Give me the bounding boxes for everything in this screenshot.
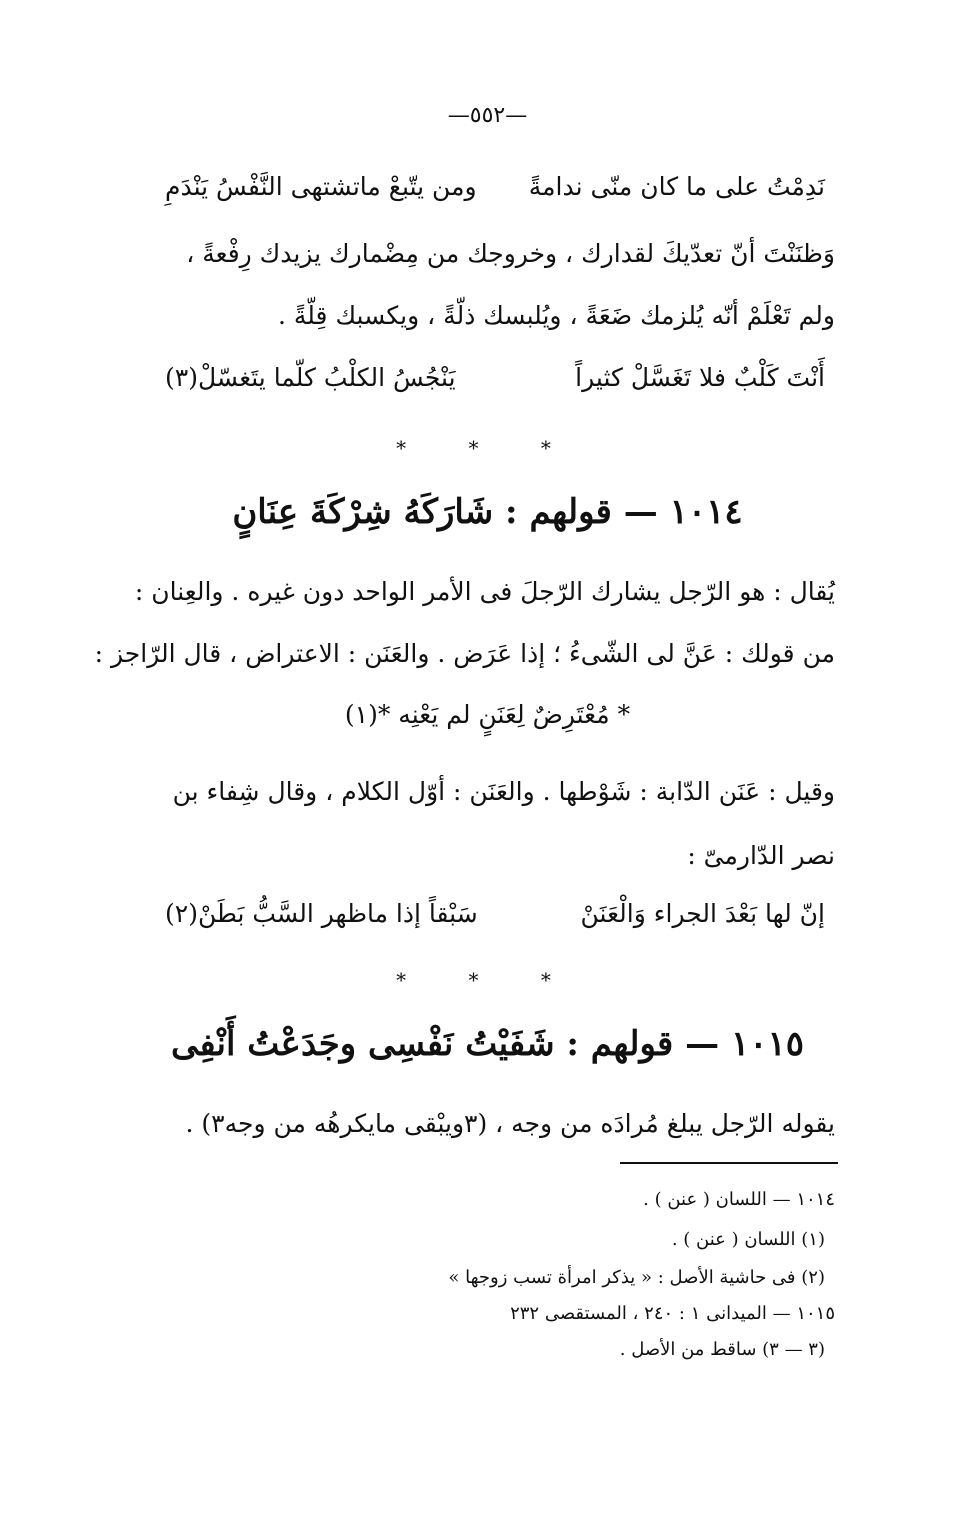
section-heading-1014: ١٠١٤ — قولهم : شَارَكَهُ شِرْكَةَ عِنَانٍ: [232, 492, 743, 532]
footnote: ١٠١٤ — اللسان ( عنن ) .: [643, 1189, 835, 1210]
verse-hemistich-first: أَنْتَ كَلْبٌ فلا تَغَسَّلْ كثيراً: [575, 363, 825, 392]
footnote: ١٠١٥ — الميدانى ١ : ٢٤٠ ، المستقصى ٢٣٢: [510, 1303, 835, 1324]
prose-line: ولم تَعْلَمْ أنّه يُلزمك ضَعَةً ، ويُلبسك ذلّةً ، ويكسبك قِلّةً .: [277, 301, 835, 330]
footnote: (٣ — ٣) ساقط من الأصل .: [619, 1339, 825, 1360]
verse-hemistich-second: سَبْقاً إذا ماظهر السَّبُّ بَطَنْ(٢): [165, 899, 478, 928]
verse-hemistich-second: ومن يتّبعْ ماتشتهى النَّفْسُ يَنْدَمِ: [165, 172, 477, 201]
prose-line: من قولك : عَنَّ لى الشّىءُ ؛ إذا عَرَض . والعَنَن : الاعتراض ، قال الرّاجز :: [94, 639, 835, 668]
verse-hemistich-first: نَدِمْتُ على ما كان منّى ندامةً: [528, 172, 825, 201]
prose-line: يقوله الرّجل يبلغ مُرادَه من وجه ، (٣ويبْقى مايكرهُه من وجه٣) .: [185, 1109, 835, 1138]
prose-line: وقيل : عَنَن الدّابة : شَوْطها . والعَنَن : أوّل الكلام ، وقال شِفاء بن: [172, 777, 835, 806]
section-divider: * * *: [396, 436, 579, 460]
footnote: (١) اللسان ( عنن ) .: [671, 1229, 825, 1250]
verse-line: [135, 165, 835, 209]
prose-line: وَظنَنْتَ أنّ تعدّيكَ لقدارك ، وخروجك من مِضْمارك يزيدك رِفْعةً ،: [186, 239, 835, 268]
verse-line: [135, 892, 835, 936]
footnote-rule: [620, 1162, 838, 1164]
verse-line: [135, 356, 835, 400]
page-number: —٥٥٢—: [447, 103, 528, 128]
section-divider: * * *: [396, 968, 579, 992]
footnote: (٢) فى حاشية الأصل : « يذكر امرأة تسب زوجها »: [448, 1267, 825, 1288]
rajaz-verse: * مُعْتَرِضٌ لِعَنَنٍ لم يَعْنِه *(١): [344, 700, 631, 729]
verse-hemistich-second: يَنْجُسُ الكلْبُ كلّما يتَغسّلْ(٣): [165, 363, 456, 392]
prose-line: يُقال : هو الرّجل يشارك الرّجلَ فى الأمر الواحد دون غيره . والعِنان :: [134, 577, 835, 606]
verse-hemistich-first: إنّ لها بَعْدَ الجراء وَالْعَنَنْ: [580, 899, 825, 928]
section-heading-1015: ١٠١٥ — قولهم : شَفَيْتُ نَفْسِى وجَدَعْتُ أَنْفِى: [170, 1024, 804, 1064]
prose-line: نصر الدّارمىّ :: [687, 841, 835, 870]
